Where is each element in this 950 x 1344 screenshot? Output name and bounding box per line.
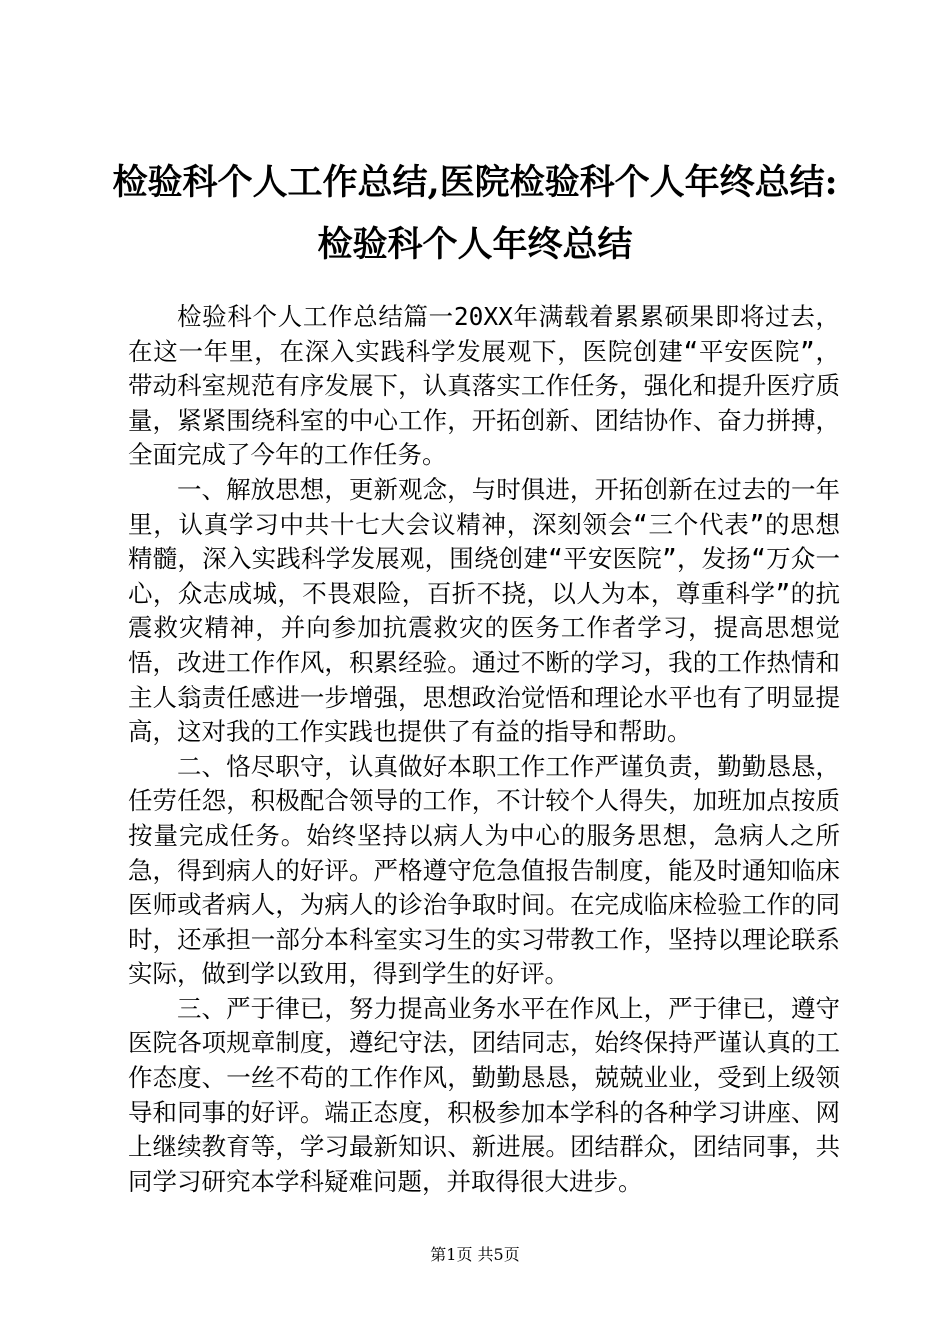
document-title: 检验科个人工作总结,医院检验科个人年终总结:检验科个人年终总结 [112,162,838,265]
paragraph: 二、恪尽职守，认真做好本职工作工作严谨负责，勤勤恳恳，任劳任怨，积极配合领导的工作，不计较个人得失，加班加点按质按量完成任务。始终坚持以病人为中心的服务思想，急病人之所急，得到病人的好评。严格遵守危急值报告制度，能及时通知临床医师或者病人，为病人的诊治争取时间。在完成临床检验工作的同时，还承担一部分本科室实习生的实习带教工作，坚持以理论联系实际，做到学以致用，得到学生的好评。 [128,751,840,989]
paragraph: 三、严于律已，努力提高业务水平在作风上，严于律已，遵守医院各项规章制度，遵纪守法，团结同志，始终保持严谨认真的工作态度、一丝不苟的工作作风，勤勤恳恳，兢兢业业，受到上级领导和同事的好评。端正态度，积极参加本学科的各种学习讲座、网上继续教育等，学习最新知识、新进展。团结群众，团结同事，共同学习研究本学科疑难问题，并取得很大进步。 [128,993,840,1196]
paragraph: 检验科个人工作总结篇一20XX年满载着累累硕果即将过去，在这一年里，在深入实践科学发展观下，医院创建“平安医院”，带动科室规范有序发展下，认真落实工作任务，强化和提升医疗质量，紧紧围绕科室的中心工作，开拓创新、团结协作、奋力拼搏，全面完成了今年的工作任务。 [128,302,840,470]
document-body [128,300,840,1199]
paragraph: 一、解放思想，更新观念，与时俱进，开拓创新在过去的一年里，认真学习中共十七大会议精神，深刻领会“三个代表”的思想精髓，深入实践科学发展观，围绕创建“平安医院”，发扬“万众一心，众志成城，不畏艰险，百折不挠，以人为本，尊重科学”的抗震救灾精神，并向参加抗震救灾的医务工作者学习，提高思想觉悟，改进工作作风，积累经验。通过不断的学习，我的工作热情和主人翁责任感进一步增强，思想政治觉悟和理论水平也有了明显提高，这对我的工作实践也提供了有益的指导和帮助。 [128,474,840,747]
page-number-footer: 第1页 共5页 [430,1245,520,1264]
